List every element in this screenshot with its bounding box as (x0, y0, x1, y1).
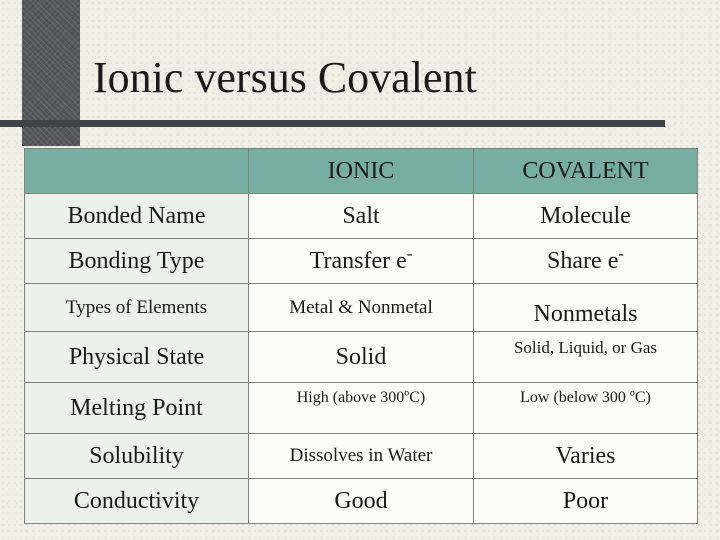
ionic-value: Metal & Nonmetal (249, 284, 474, 332)
row-label: Melting Point (25, 383, 249, 434)
ionic-value: Good (249, 479, 474, 524)
row-label: Bonded Name (25, 194, 249, 239)
table-row-solubility (25, 434, 698, 479)
table-row-types-of-elements (25, 284, 698, 332)
table-row-bonded-name (25, 194, 698, 239)
table-row-melting-point (25, 383, 698, 434)
covalent-value: Nonmetals (474, 284, 698, 332)
ionic-value: Solid (249, 332, 474, 383)
electron-charge-superscript: - (406, 243, 413, 263)
electron-charge-superscript: - (618, 243, 624, 263)
ionic-value-text: Transfer e (309, 247, 407, 274)
decorative-divider (0, 120, 665, 127)
ionic-value (249, 239, 474, 284)
row-label: Types of Elements (25, 284, 249, 332)
ionic-value: Salt (249, 194, 474, 239)
row-label: Physical State (25, 332, 249, 383)
header-cell-ionic: IONIC (249, 149, 474, 194)
header-cell-empty (25, 149, 249, 194)
header-cell-covalent: COVALENT (474, 149, 698, 194)
comparison-table (24, 148, 698, 524)
covalent-value: Solid, Liquid, or Gas (474, 332, 698, 383)
covalent-value: Varies (474, 434, 698, 479)
ionic-value: High (above 300ºC) (249, 383, 474, 434)
covalent-value (474, 239, 698, 284)
covalent-value: Low (below 300 ºC) (474, 383, 698, 434)
row-label: Bonding Type (25, 239, 249, 284)
row-label: Conductivity (25, 479, 249, 524)
row-label: Solubility (25, 434, 249, 479)
covalent-value: Molecule (474, 194, 698, 239)
slide-title: Ionic versus Covalent (93, 53, 477, 102)
covalent-value-text: Share e (547, 247, 619, 274)
table-header-row (25, 149, 698, 194)
ionic-value: Dissolves in Water (249, 434, 474, 479)
table-row-conductivity (25, 479, 698, 524)
table-row-bonding-type (25, 239, 698, 284)
table-row-physical-state (25, 332, 698, 383)
covalent-value: Poor (474, 479, 698, 524)
